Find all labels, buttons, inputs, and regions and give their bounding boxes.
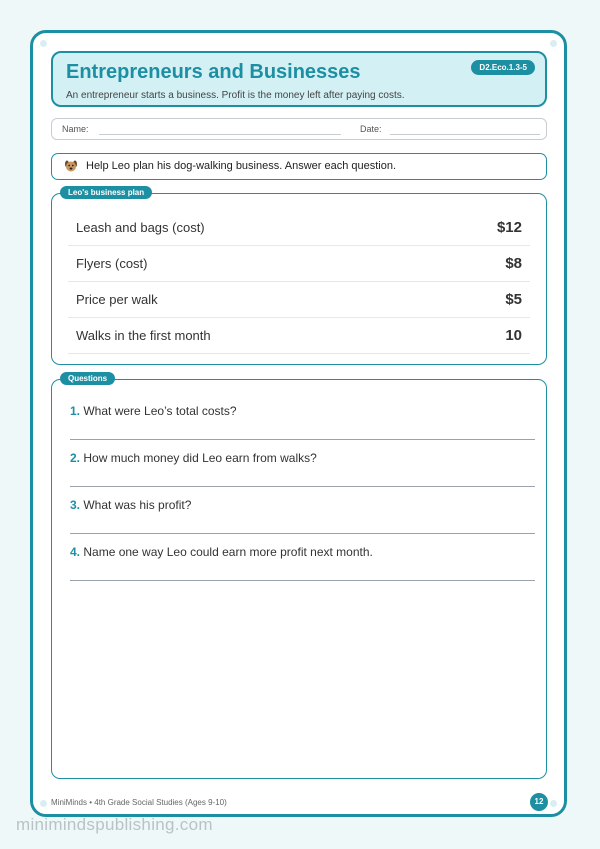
question-text: What was his profit? — [83, 498, 192, 512]
plan-row — [68, 282, 530, 318]
question-text: What were Leo’s total costs? — [83, 404, 237, 418]
instruction-box — [51, 153, 547, 180]
question-2 — [70, 451, 317, 465]
plan-value: 10 — [505, 327, 522, 344]
footer-text: MiniMinds • 4th Grade Social Studies (Ages 9-10) — [51, 798, 227, 807]
header-banner — [51, 51, 547, 107]
name-date-bar — [51, 118, 547, 140]
answer-line-4[interactable] — [70, 580, 535, 581]
date-field[interactable] — [390, 134, 540, 135]
question-1 — [70, 404, 237, 418]
name-label: Name: — [62, 124, 89, 134]
plan-item: Flyers (cost) — [76, 256, 148, 271]
plan-value: $8 — [505, 255, 522, 272]
business-plan-tag: Leo's business plan — [60, 186, 152, 199]
plan-row — [68, 246, 530, 282]
plan-value: $12 — [496, 219, 522, 236]
instruction-text: Help Leo plan his dog-walking business. Answer each question. — [86, 160, 397, 172]
answer-line-2[interactable] — [70, 486, 535, 487]
date-label: Date: — [360, 124, 382, 134]
standard-badge: D2.Eco.1.3-5 — [471, 60, 535, 75]
question-4 — [70, 545, 373, 559]
plan-value: $5 — [505, 291, 522, 308]
answer-line-1[interactable] — [70, 439, 535, 440]
question-number: 3. — [70, 498, 81, 512]
question-number: 1. — [70, 404, 81, 418]
business-plan-box — [51, 188, 547, 365]
worksheet-page — [30, 30, 567, 817]
corner-dot — [550, 800, 557, 807]
page-subtitle: An entrepreneur starts a business. Profit is the money left after paying costs. — [66, 90, 405, 101]
plan-row — [68, 318, 530, 354]
page-title: Entrepreneurs and Businesses — [66, 61, 361, 83]
question-text: How much money did Leo earn from walks? — [83, 451, 317, 465]
questions-box — [51, 374, 547, 779]
corner-dot — [40, 40, 47, 47]
name-field[interactable] — [99, 134, 341, 135]
questions-tag: Questions — [60, 372, 115, 385]
question-number: 2. — [70, 451, 81, 465]
answer-line-3[interactable] — [70, 533, 535, 534]
question-3 — [70, 498, 191, 512]
plan-item: Leash and bags (cost) — [76, 220, 205, 235]
question-text: Name one way Leo could earn more profit next month. — [83, 545, 373, 559]
plan-item: Walks in the first month — [76, 328, 211, 343]
page-number-badge: 12 — [530, 793, 548, 811]
question-number: 4. — [70, 545, 81, 559]
corner-dot — [550, 40, 557, 47]
plan-item: Price per walk — [76, 292, 158, 307]
plan-row — [68, 210, 530, 246]
corner-dot — [40, 800, 47, 807]
watermark: minimindspublishing.com — [16, 815, 213, 834]
dog-icon — [64, 159, 78, 173]
